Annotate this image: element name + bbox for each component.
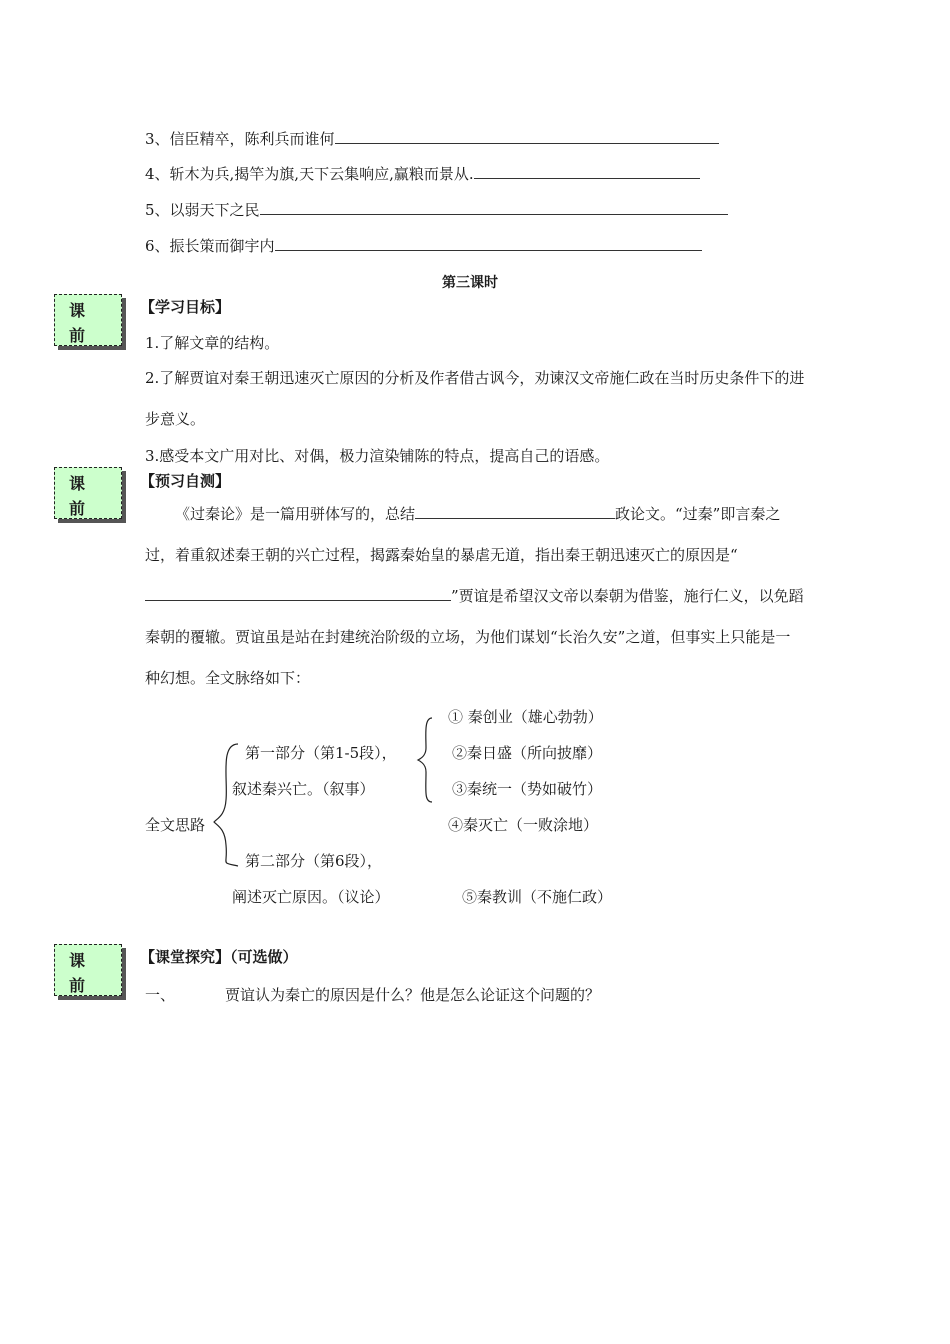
exercise-5 (145, 199, 728, 220)
exercise-text: 3、信臣精卒，陈利兵而谁何 (145, 130, 335, 148)
badge-bottom-char: 前 (69, 326, 86, 345)
lesson-title: 第三课时 (442, 275, 498, 291)
answer-blank[interactable] (260, 200, 728, 215)
badge-explore (54, 944, 122, 996)
answer-blank[interactable] (474, 164, 700, 179)
outline-part1-line2: 叙述秦兴亡。（叙事） (232, 780, 375, 798)
exercise-text: 5、以弱天下之民 (145, 201, 260, 219)
badge-goals (54, 294, 122, 346)
preview-heading: 【预习自测】 (140, 472, 231, 490)
answer-blank[interactable] (415, 504, 615, 519)
small-brace (418, 718, 432, 802)
exercise-6 (145, 235, 702, 256)
badge-top-char: 课 (69, 474, 86, 493)
big-brace (214, 744, 238, 866)
goal-item: 3.感受本文广用对比、对偶，极力渲染铺陈的特点，提高自己的语感。 (145, 447, 610, 465)
exercise-4 (145, 163, 700, 184)
outline-item: ③秦统一（势如破竹） (452, 780, 603, 798)
exercise-text: 4、斩木为兵,揭竿为旗,天下云集响应,赢粮而景从. (145, 165, 474, 183)
badge-top-char: 课 (69, 951, 86, 970)
outline-root: 全文思路 (145, 816, 206, 834)
answer-blank[interactable] (335, 129, 719, 144)
question-number: 一、 (145, 986, 176, 1004)
answer-blank[interactable] (145, 586, 451, 601)
outline-item: ⑤秦教训（不施仁政） (462, 888, 613, 906)
badge-bottom-char: 前 (69, 499, 86, 518)
exercise-text: 6、振长策而御宇内 (145, 237, 275, 255)
preview-text-1: 《过秦论》是一篇用骈体写的，总结 (175, 505, 416, 523)
explore-question (145, 984, 600, 1005)
goal-item: 1.了解文章的结构。 (145, 334, 280, 352)
outline-item: ②秦日盛（所向披靡） (452, 744, 603, 762)
goal-item: 2.了解贾谊对秦王朝迅速灭亡原因的分析及作者借古讽今，劝谏汉文帝施仁政在当时历史条件下的进步意义。 (145, 369, 805, 428)
outline-item: ① 秦创业（雄心勃勃） (448, 708, 603, 726)
badge-top-char: 课 (69, 301, 86, 320)
preview-paragraph (145, 494, 805, 699)
outline-part2-line2: 阐述灭亡原因。（议论） (232, 888, 390, 906)
question-text: 贾谊认为秦亡的原因是什么？他是怎么论证这个问题的？ (225, 986, 601, 1004)
explore-heading: 【课堂探究】（可选做） (140, 948, 298, 966)
badge-bottom-char: 前 (69, 976, 86, 995)
exercise-3 (145, 128, 719, 149)
goals-heading: 【学习目标】 (140, 298, 231, 316)
outline-item: ④秦灭亡（一败涂地） (448, 816, 599, 834)
outline-part1-line1: 第一部分（第1-5段）， (245, 744, 397, 762)
preview-text-2: 政论文。“过秦”即言秦之过，着重叙述秦王朝的兴亡过程，揭露秦始皇的暴虐无道，指出秦王朝迅速灭亡的原因是“ (145, 505, 781, 564)
preview-text-3: ”贾谊是希望汉文帝以秦朝为借鉴，施行仁义，以免蹈秦朝的覆辙。贾谊虽是站在封建统治阶级的立场，为他们谋划“长治久安”之道，但事实上只能是一种幻想。全文脉络如下： (145, 587, 804, 687)
answer-blank[interactable] (275, 236, 702, 251)
outline-part2-line1: 第二部分（第6段）， (245, 852, 383, 870)
badge-preview (54, 467, 122, 519)
